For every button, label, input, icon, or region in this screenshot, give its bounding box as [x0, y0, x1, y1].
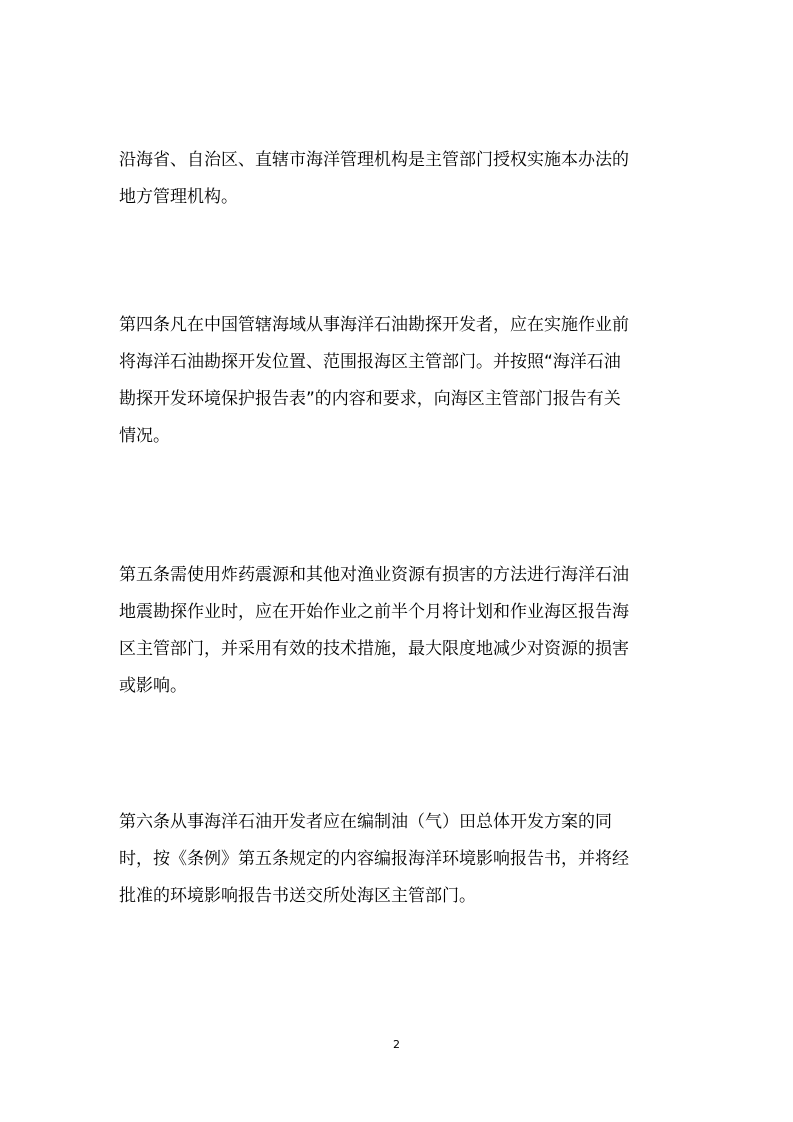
paragraph-line: 勘探开发环境保护报告表”的内容和要求，向海区主管部门报告有关 — [119, 389, 621, 409]
paragraph-line: 第五条需使用炸药震源和其他对渔业资源有损害的方法进行海洋石油 — [119, 565, 629, 585]
paragraph-line: 批准的环境影响报告书送交所处海区主管部门。 — [119, 886, 476, 906]
paragraph-local-authority — [119, 142, 679, 216]
paragraph-line: 沿海省、自治区、直辖市海洋管理机构是主管部门授权实施本办法的 — [119, 150, 629, 170]
paragraph-line: 情况。 — [119, 426, 170, 446]
paragraph-line: 地方管理机构。 — [119, 187, 238, 207]
paragraph-line: 第四条凡在中国管辖海域从事海洋石油勘探开发者，应在实施作业前 — [119, 315, 629, 335]
paragraph-line: 地震勘探作业时，应在开始作业之前半个月将计划和作业海区报告海 — [119, 602, 629, 622]
paragraph-line: 第六条从事海洋石油开发者应在编制油（气）田总体开发方案的同 — [119, 812, 612, 832]
paragraph-line: 或影响。 — [119, 676, 187, 696]
paragraph-line: 将海洋石油勘探开发位置、范围报海区主管部门。并按照“海洋石油 — [119, 352, 621, 372]
paragraph-line: 区主管部门，并采用有效的技术措施，最大限度地减少对资源的损害 — [119, 639, 629, 659]
paragraph-article-6 — [119, 804, 679, 915]
paragraph-article-5 — [119, 557, 679, 705]
paragraph-line: 时，按《条例》第五条规定的内容编报海洋环境影响报告书，并将经 — [119, 849, 629, 869]
paragraph-article-4 — [119, 307, 679, 455]
page-number: 2 — [393, 1038, 400, 1051]
